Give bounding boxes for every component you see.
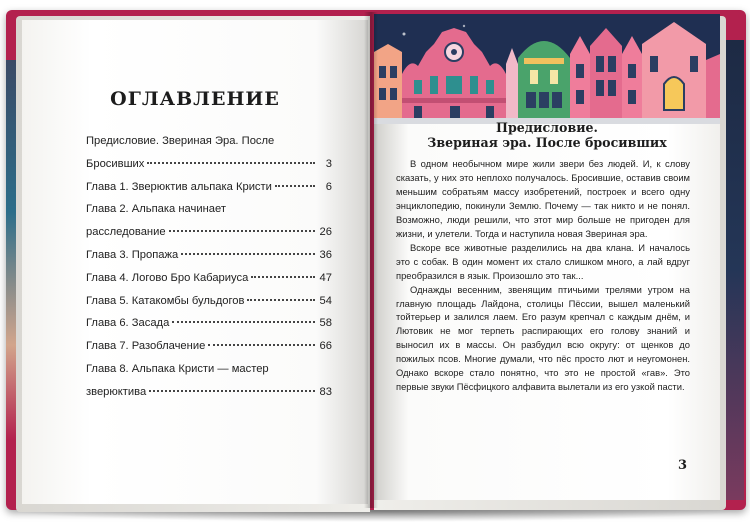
toc-leader-dots bbox=[147, 162, 315, 164]
toc-entry bbox=[86, 267, 332, 290]
building-green-dome bbox=[518, 41, 570, 124]
toc-entry bbox=[86, 153, 332, 176]
toc-entry-text: Глава 8. Альпака Кристи — мастер bbox=[86, 362, 269, 375]
toc-leader-dots bbox=[275, 185, 315, 187]
book-gutter bbox=[364, 12, 378, 508]
building-peach bbox=[374, 44, 402, 124]
body-paragraph: Вскоре все животные разделились на два клана. И началось это с собак. В один момент их стало слишком много, а лай вдруг преобразился в язык. Произошло это так... bbox=[396, 241, 690, 281]
toc-leader-dots bbox=[247, 299, 315, 301]
toc-leader-dots bbox=[149, 390, 315, 392]
toc-entry-page: 26 bbox=[319, 226, 332, 239]
toc-entry bbox=[86, 358, 332, 381]
chapter-title-line-2: Звериная эра. После бросивших bbox=[427, 135, 667, 150]
toc-entry-page: 83 bbox=[319, 385, 332, 398]
toc-entry bbox=[86, 130, 332, 153]
toc-entry bbox=[86, 312, 332, 335]
building-pink-towers bbox=[570, 28, 642, 124]
toc-leader-dots bbox=[169, 230, 315, 232]
toc-leader-dots bbox=[172, 321, 315, 323]
chapter-title-line-1: Предисловие. bbox=[496, 120, 598, 135]
toc-entry-page: 36 bbox=[319, 248, 332, 261]
town-illustration bbox=[374, 14, 720, 124]
toc-leader-dots bbox=[181, 253, 315, 255]
toc-entry-text: Глава 2. Альпака начинает bbox=[86, 203, 226, 216]
toc-entry-text: Бросивших bbox=[86, 157, 145, 170]
toc-leader-dots bbox=[251, 276, 315, 278]
toc-entry-text: Глава 5. Катакомбы бульдогов bbox=[86, 294, 245, 307]
toc-entry-text: Глава 1. Зверюктив альпака Кристи bbox=[86, 180, 272, 193]
toc-entry bbox=[86, 176, 332, 199]
toc-entry-page: 58 bbox=[319, 317, 332, 330]
body-paragraph: В одном необычном мире жили звери без людей. И, к слову сказать, у них это неплохо получалось. Бросившие, оставив своим меньшим собратьям массу изобретений, построек и всего одну энциклопедию, покинули Землю. Почему — так никто и не понял. Возможно, люди решили, что этот мир больше не пригоден для жизни, и улетели. Тогда и наступила новая Звериная эра. bbox=[396, 158, 690, 239]
toc-entry-text: Глава 7. Разоблачение bbox=[86, 340, 206, 353]
toc-entry-text: зверюктива bbox=[86, 385, 147, 398]
toc-title: ОГЛАВЛЕНИЕ bbox=[110, 88, 280, 110]
toc-entry bbox=[86, 335, 332, 358]
toc-entry-page: 66 bbox=[319, 340, 332, 353]
table-of-contents bbox=[86, 130, 332, 404]
toc-entry-text: Глава 6. Засада bbox=[86, 317, 170, 330]
toc-entry-page: 54 bbox=[319, 294, 332, 307]
building-spire bbox=[506, 48, 518, 124]
toc-entry-page: 3 bbox=[325, 157, 332, 170]
toc-entry bbox=[86, 244, 332, 267]
toc-entry bbox=[86, 381, 332, 404]
toc-entry-page: 6 bbox=[325, 180, 332, 193]
toc-entry-text: расследование bbox=[86, 226, 166, 239]
toc-entry bbox=[86, 221, 332, 244]
chapter-body bbox=[396, 157, 690, 394]
page-number: 3 bbox=[678, 458, 688, 473]
body-paragraph: Однажды весенним, звенящим птичьими трелями утром на главную площадь Лайдона, столицы Пёссии, вышел маленький тойтерьер и залился лаем. Его разум крепчал с каждым днём, и Лютовик не мог терпеть распирающих его голову знаний и выносил их в массы. Он разбудил всю округу: от щенков до пожилых псов. Многие думали, что пёс просто лют и неугомонен. Однако вскоре стало понятно, что это не простой «гав». Это первые звуки Пёсфицкого алфавита вылетали из его узкой пасти. bbox=[396, 283, 690, 393]
toc-entry-text: Глава 4. Логово Бро Кабариуса bbox=[86, 271, 249, 284]
chapter-title bbox=[374, 120, 720, 150]
toc-entry bbox=[86, 290, 332, 313]
toc-entry bbox=[86, 198, 332, 221]
toc-entry-text: Глава 3. Пропажа bbox=[86, 248, 179, 261]
toc-leader-dots bbox=[208, 344, 315, 346]
toc-entry-page: 47 bbox=[319, 271, 332, 284]
toc-entry-text: Предисловие. Звериная Эра. После bbox=[86, 135, 275, 147]
